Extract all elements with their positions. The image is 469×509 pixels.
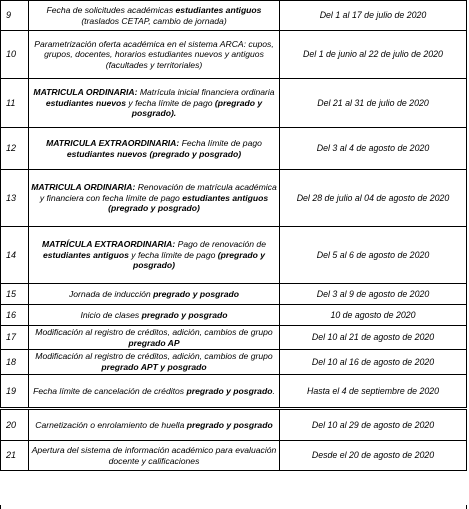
description-text: Carnetización o enrolamiento de huella [35, 419, 187, 430]
table-row [1, 409, 467, 441]
row-number: 21 [1, 441, 29, 471]
activity-description [29, 375, 280, 409]
activity-description [29, 170, 280, 227]
table-row [1, 326, 467, 350]
description-text: Pago de renovación de [175, 239, 266, 250]
table-row [1, 284, 467, 305]
calendar-table-body [1, 1, 467, 471]
row-number: 11 [1, 79, 29, 128]
activity-date: Del 1 al 17 de julio de 2020 [280, 1, 467, 31]
table-row [1, 31, 467, 79]
activity-date: Del 1 de junio al 22 de julio de 2020 [280, 31, 467, 79]
table-row [1, 441, 467, 471]
description-emphasis: MATRICULA ORDINARIA: [31, 182, 136, 193]
row-number: 13 [1, 170, 29, 227]
row-number: 10 [1, 31, 29, 79]
activity-description [29, 79, 280, 128]
activity-date: Hasta el 4 de septiembre de 2020 [280, 375, 467, 409]
activity-description [29, 31, 280, 79]
description-text: Inicio de clases [80, 309, 142, 320]
activity-date: 10 de agosto de 2020 [280, 305, 467, 326]
description-emphasis: pregrado y posgrado [141, 309, 228, 320]
activity-description [29, 284, 280, 305]
description-text: Matrícula inicial financiera ordinaria [137, 87, 275, 98]
description-emphasis: estudiantes nuevos (pregrado y posgrado) [66, 148, 242, 159]
activity-date: Del 10 al 29 de agosto de 2020 [280, 409, 467, 441]
row-number: 17 [1, 326, 29, 350]
row-number: 12 [1, 128, 29, 170]
activity-description [29, 305, 280, 326]
description-text: Modificación al registro de créditos, adición, cambios de grupo [35, 326, 273, 337]
table-continuation [0, 505, 467, 509]
description-emphasis: estudiantes antiguos [175, 4, 262, 15]
description-text: Modificación al registro de créditos, adición, cambios de grupo [35, 351, 273, 362]
activity-date: Del 3 al 9 de agosto de 2020 [280, 284, 467, 305]
description-emphasis: MATRICULA ORDINARIA: [33, 87, 138, 98]
activity-description [29, 1, 280, 31]
row-number: 16 [1, 305, 29, 326]
table-row [1, 128, 467, 170]
description-text: Parametrización oferta académica en el sistema ARCA: cupos, grupos, docentes, horarios estudiantes nuevos y antiguos (facultades y territoriales) [34, 38, 274, 70]
description-emphasis: (pregrado y posgrado). [131, 97, 263, 119]
table-row [1, 375, 467, 409]
description-text: Fecha límite de cancelación de créditos [33, 385, 187, 396]
activity-description [29, 326, 280, 350]
row-number: 19 [1, 375, 29, 409]
row-number: 14 [1, 227, 29, 284]
activity-date: Del 21 al 31 de julio de 2020 [280, 79, 467, 128]
activity-description [29, 350, 280, 375]
table-row [1, 170, 467, 227]
description-emphasis: (pregrado y posgrado) [132, 249, 266, 271]
description-text: y fecha límite de pago [128, 249, 218, 260]
description-text: . [272, 385, 275, 396]
description-text: Fecha límite de pago [179, 137, 262, 148]
description-emphasis: estudiantes antiguos [42, 249, 129, 260]
description-emphasis: pregrado APT y posgrado [101, 362, 207, 372]
activity-date: Del 10 al 21 de agosto de 2020 [280, 326, 467, 350]
description-emphasis: MATRICULA EXTRAORDINARIA: [46, 137, 180, 148]
activity-description [29, 128, 280, 170]
description-text: Renovación de matrícula académica y financiera con fecha límite de pago [39, 182, 277, 203]
activity-description [29, 227, 280, 284]
activity-date: Del 5 al 6 de agosto de 2020 [280, 227, 467, 284]
description-emphasis: pregrado y posgrado [186, 419, 273, 430]
activity-date: Del 28 de julio al 04 de agosto de 2020 [280, 170, 467, 227]
table-row [1, 305, 467, 326]
description-text: (traslados CETAP, cambio de jornada) [81, 15, 227, 26]
description-emphasis: estudiantes nuevos [45, 97, 127, 108]
description-emphasis: MATRÍCULA EXTRAORDINARIA: [42, 239, 176, 250]
activity-date: Desde el 20 de agosto de 2020 [280, 441, 467, 471]
row-number: 18 [1, 350, 29, 375]
description-emphasis: pregrado y posgrado [153, 288, 240, 299]
activity-description [29, 409, 280, 441]
description-text: y fecha límite de pago [126, 97, 215, 108]
table-row [1, 227, 467, 284]
row-number: 15 [1, 284, 29, 305]
table-row [1, 1, 467, 31]
table-row [1, 350, 467, 375]
row-number: 9 [1, 1, 29, 31]
table-row [1, 79, 467, 128]
description-emphasis: pregrado AP [128, 337, 180, 348]
description-emphasis: pregrado y posgrado [186, 385, 273, 396]
activity-date: Del 3 al 4 de agosto de 2020 [280, 128, 467, 170]
description-text: Jornada de inducción [68, 288, 154, 299]
activity-description [29, 441, 280, 471]
description-text: Apertura del sistema de información académico para evaluación docente y calificaciones [31, 444, 277, 466]
activity-date: Del 10 al 16 de agosto de 2020 [280, 350, 467, 375]
description-emphasis: estudiantes antiguos (pregrado y posgrado) [108, 192, 269, 214]
description-text: Fecha de solicitudes académicas [46, 4, 176, 15]
row-number: 20 [1, 409, 29, 441]
